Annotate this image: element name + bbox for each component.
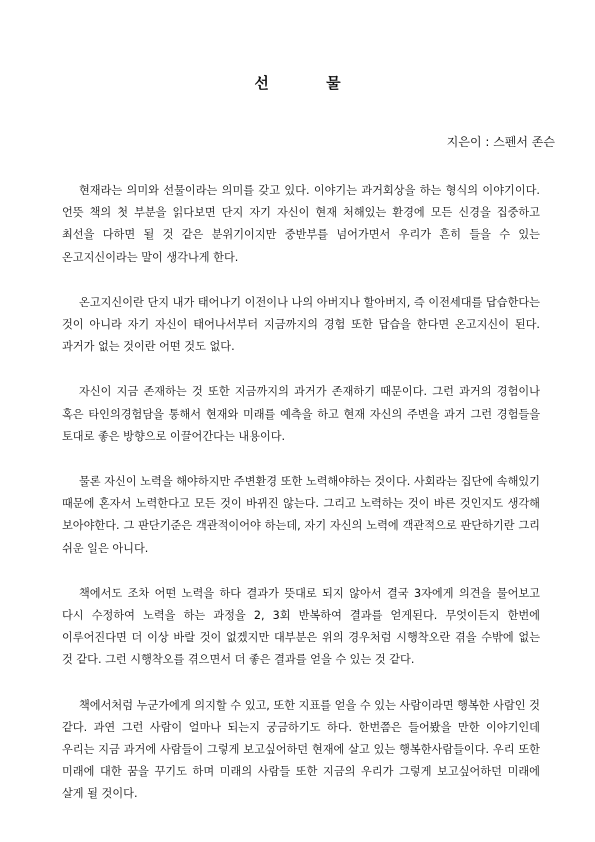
author-line: 지은이 : 스펜서 존슨 (446, 135, 555, 149)
document-title: 선 물 (254, 74, 367, 92)
paragraph-5: 책에서도 조차 어떤 노력을 하다 결과가 뜻대로 되지 않아서 결국 3자에게 의견을 물어보고 다시 수정하여 노력을 하는 과정을 2, 3회 반복하여 결과를 얻게된다. 무엇이든지 한번에 이루어진다면 더 이상 바랄 것이 없겠지만 대부분은 위의 경우처럼 시행착오란 겪을 수밖에 없는 것 같다. 그런 시행착오를 겪으면서 더 좋은 결과를 얻을 수 있는 것 같다. (62, 586, 540, 667)
paragraph-3: 자신이 지금 존재하는 것 또한 지금까지의 과거가 존재하기 때문이다. 그런 과거의 경험이나 혹은 타인의경험담을 통해서 현재와 미래를 예측을 하고 현재 자신의 주변을 과거 그런 경험들을 토대로 좋은 방향으로 이끌어간다는 내용이다. (62, 385, 540, 443)
document-body (62, 180, 540, 829)
paragraph-4: 물론 자신이 노력을 해야하지만 주변환경 또한 노력해야하는 것이다. 사회라는 집단에 속해있기 때문에 혼자서 노력한다고 모든 것이 바뀌진 않는다. 그리고 노력하는 것이 바른 것인지도 생각해 보아야한다. 그 판단기준은 객관적이어야 하는데, 자기 자신의 노력에 객관적으로 판단하기란 그리 쉬운 일은 아니다. (62, 475, 540, 555)
paragraph-2: 온고지신이란 단지 내가 태어나기 이전이나 나의 아버지나 할아버지, 즉 이전세대를 답습한다는 것이 아니라 자기 자신이 태어나서부터 지금까지의 경험 또한 답습을 한다면 온고지신이 된다. 과거가 없는 것이란 어떤 것도 없다. (62, 295, 540, 354)
paragraph-6: 책에서처럼 누군가에게 의지할 수 있고, 또한 지표를 얻을 수 있는 사람이라면 행복한 사람인 것 같다. 과연 그런 사람이 얼마나 되는지 궁금하기도 하다. 한번쯤은 들어봤을 만한 이야기인데 우리는 지금 과거에 사람들이 그렇게 보고싶어하던 현재에 살고 있는 행복한사람들이다. 우리 또한 미래에 대한 꿈을 꾸기도 하며 미래의 사람들 또한 지금의 우리가 그렇게 보고싶어하던 미래에 살게 될 것이다. (62, 698, 540, 801)
paragraph-1: 현재라는 의미와 선물이라는 의미를 갖고 있다. 이야기는 과거회상을 하는 형식의 이야기이다. 언뜻 책의 첫 부분을 읽다보면 단지 자기 자신이 현재 처해있는 환경에 모든 신경을 집중하고 최선을 다하면 될 것 같은 분위기이지만 중반부를 넘어가면서 우리가 흔히 들을 수 있는 온고지신이라는 말이 생각나게 한다. (62, 184, 540, 264)
